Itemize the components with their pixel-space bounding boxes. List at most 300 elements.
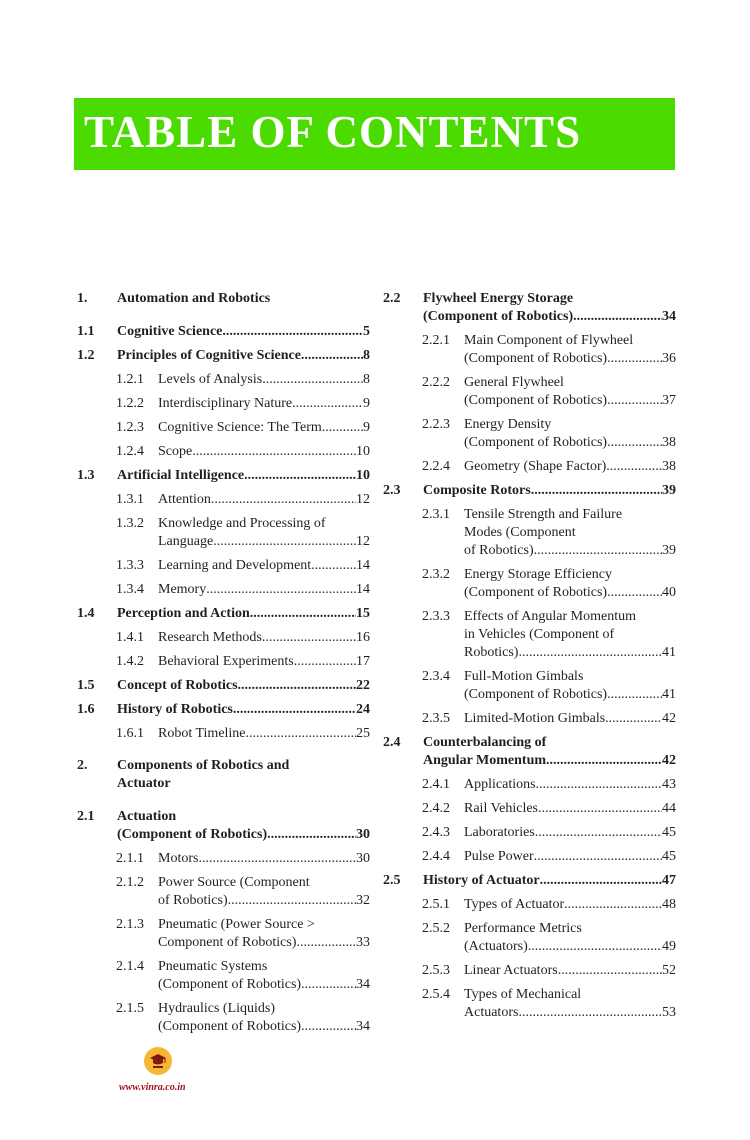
toc-title-line — [158, 371, 370, 389]
toc-title: Artificial Intelligence — [117, 468, 245, 483]
dot-leader — [607, 584, 662, 602]
page-number: 38 — [662, 435, 676, 450]
dot-leader — [301, 347, 363, 365]
page-title: TABLE OF CONTENTS — [84, 107, 582, 157]
toc-number: 1.2.2 — [116, 396, 144, 411]
toc-subsection[interactable] — [77, 850, 370, 868]
toc-section[interactable] — [77, 467, 370, 485]
dot-leader — [250, 605, 356, 623]
toc-number: 1.4 — [77, 606, 95, 621]
toc-subsection[interactable] — [383, 458, 676, 476]
toc-entry-body — [464, 332, 676, 368]
toc-number: 2.1.4 — [116, 959, 144, 974]
toc-title: Laboratories — [464, 825, 535, 840]
page-number: 8 — [363, 372, 370, 387]
toc-section[interactable] — [383, 734, 676, 770]
toc-number: 1.2.3 — [116, 420, 144, 435]
toc-entry-body — [464, 710, 676, 728]
toc-entry-body — [423, 482, 676, 500]
toc-title-line — [464, 986, 676, 1004]
toc-number: 1.4.2 — [116, 654, 144, 669]
toc-title-line — [464, 608, 676, 626]
toc-title-line — [117, 467, 370, 485]
toc-column-left — [77, 290, 370, 1042]
page-number: 10 — [356, 468, 370, 483]
toc-title-line — [464, 800, 676, 818]
toc-title: (Component of Robotics) — [464, 351, 608, 366]
toc-title-line — [158, 629, 370, 647]
toc-title-line — [158, 443, 370, 461]
toc-title-line — [464, 332, 676, 350]
toc-entry-body — [117, 808, 370, 844]
toc-subsection[interactable] — [77, 916, 370, 952]
toc-number: 1.2.1 — [116, 372, 144, 387]
toc-title-line — [158, 533, 370, 551]
toc-subsection[interactable] — [383, 710, 676, 728]
dot-leader — [573, 308, 662, 326]
toc-entry-body — [117, 605, 370, 623]
toc-title-line — [464, 392, 676, 410]
toc-entry-body — [464, 824, 676, 842]
toc-number: 2.3.1 — [422, 507, 450, 522]
page-number: 43 — [662, 777, 676, 792]
toc-title: Language — [158, 534, 214, 549]
toc-title: Perception and Action — [117, 606, 250, 621]
toc-title: Pneumatic Systems — [158, 959, 268, 974]
toc-subsection[interactable] — [383, 962, 676, 980]
toc-title-line — [464, 668, 676, 686]
dot-leader — [535, 824, 662, 842]
toc-section[interactable] — [77, 605, 370, 623]
toc-title-line — [117, 605, 370, 623]
dot-leader — [607, 434, 662, 452]
toc-chapter[interactable] — [77, 757, 370, 793]
toc-number: 2.2.1 — [422, 333, 450, 348]
toc-number: 2.1.2 — [116, 875, 144, 890]
toc-title-line — [158, 976, 370, 994]
toc-title: Automation and Robotics — [117, 291, 271, 306]
toc-title: General Flywheel — [464, 375, 564, 390]
toc-title: (Component of Robotics) — [464, 393, 608, 408]
toc-entry-body — [117, 347, 370, 365]
toc-title: (Component of Robotics) — [464, 435, 608, 450]
toc-entry-body — [158, 371, 370, 389]
toc-entry-body — [117, 323, 370, 341]
toc-number: 1.3.1 — [116, 492, 144, 507]
dot-leader — [534, 542, 662, 560]
toc-entry-body — [423, 872, 676, 890]
toc-title: Attention — [158, 492, 211, 507]
toc-title: Principles of Cognitive Science — [117, 348, 301, 363]
dot-leader — [262, 629, 356, 647]
page-number: 39 — [662, 483, 676, 498]
page-number: 34 — [662, 309, 676, 324]
toc-title-line — [158, 725, 370, 743]
toc-subsection[interactable] — [77, 629, 370, 647]
toc-section[interactable] — [77, 347, 370, 365]
toc-title-line — [464, 458, 676, 476]
toc-title: Knowledge and Processing of — [158, 516, 326, 531]
toc-title-line — [117, 826, 370, 844]
toc-title: (Actuators) — [464, 939, 528, 954]
toc-subsection[interactable] — [383, 608, 676, 662]
toc-entry-body — [464, 506, 676, 560]
toc-title-line — [158, 515, 370, 533]
dot-leader — [238, 677, 356, 695]
toc-title-line — [158, 653, 370, 671]
page-number: 45 — [662, 849, 676, 864]
toc-title-line — [464, 824, 676, 842]
toc-title: Types of Mechanical — [464, 987, 582, 1002]
toc-entry-body — [117, 701, 370, 719]
page-number: 44 — [662, 801, 676, 816]
dot-leader — [222, 323, 363, 341]
toc-title-line — [158, 419, 370, 437]
dot-leader — [540, 872, 662, 890]
toc-title: in Vehicles (Component of — [464, 627, 615, 642]
dot-leader — [528, 938, 662, 956]
toc-number: 2.4.1 — [422, 777, 450, 792]
toc-subsection[interactable] — [77, 1000, 370, 1036]
dot-leader — [518, 644, 662, 662]
toc-subsection[interactable] — [77, 371, 370, 389]
toc-title: Research Methods — [158, 630, 262, 645]
toc-chapter[interactable] — [77, 290, 370, 308]
toc-section[interactable] — [77, 677, 370, 695]
toc-title-line — [158, 395, 370, 413]
page-number: 25 — [356, 726, 370, 741]
toc-title-line — [464, 644, 676, 662]
toc-title: of Robotics) — [158, 893, 228, 908]
toc-entry-body — [423, 290, 676, 326]
dot-leader — [538, 800, 662, 818]
toc-entry-body — [464, 374, 676, 410]
toc-subsection[interactable] — [383, 896, 676, 914]
dot-leader — [534, 848, 662, 866]
toc-title-line — [117, 775, 370, 793]
toc-entry-body — [117, 467, 370, 485]
toc-entry-body — [158, 515, 370, 551]
toc-subsection[interactable] — [383, 920, 676, 956]
page-number: 36 — [662, 351, 676, 366]
toc-number: 1.1 — [77, 324, 95, 339]
page-number: 34 — [356, 977, 370, 992]
toc-subsection[interactable] — [383, 824, 676, 842]
toc-entry-body — [464, 416, 676, 452]
page-number: 32 — [356, 893, 370, 908]
page-number: 9 — [363, 420, 370, 435]
toc-title-line — [464, 776, 676, 794]
toc-column-right — [383, 290, 676, 1028]
toc-number: 1.4.1 — [116, 630, 144, 645]
page-number: 15 — [356, 606, 370, 621]
toc-title-line — [158, 581, 370, 599]
toc-section[interactable] — [77, 808, 370, 844]
toc-title: Hydraulics (Liquids) — [158, 1001, 276, 1016]
toc-title: Modes (Component — [464, 525, 576, 540]
toc-entry-body — [158, 874, 370, 910]
toc-title: Cognitive Science — [117, 324, 223, 339]
toc-title-line — [117, 677, 370, 695]
toc-title-line — [158, 958, 370, 976]
toc-section[interactable] — [77, 323, 370, 341]
toc-title: Motors — [158, 851, 199, 866]
toc-number: 2.5 — [383, 873, 401, 888]
toc-number: 1.6.1 — [116, 726, 144, 741]
dot-leader — [607, 392, 662, 410]
toc-number: 2.2 — [383, 291, 401, 306]
toc-title: Component of Robotics) — [158, 935, 297, 950]
page-number: 5 — [363, 324, 370, 339]
toc-subsection[interactable] — [383, 848, 676, 866]
toc-title: Learning and Development — [158, 558, 312, 573]
toc-title: Limited-Motion Gimbals — [464, 711, 606, 726]
toc-title-line — [117, 323, 370, 341]
toc-number: 2.5.2 — [422, 921, 450, 936]
toc-section[interactable] — [383, 482, 676, 500]
toc-title: Scope — [158, 444, 193, 459]
toc-title: Full-Motion Gimbals — [464, 669, 584, 684]
dot-leader — [531, 482, 662, 500]
toc-number: 2.2.2 — [422, 375, 450, 390]
publisher-url[interactable]: www.vinra.co.in — [119, 1082, 186, 1093]
toc-number: 2.5.4 — [422, 987, 450, 1002]
page-number: 9 — [363, 396, 370, 411]
dot-leader — [233, 701, 356, 719]
toc-subsection[interactable] — [383, 776, 676, 794]
toc-number: 1.3 — [77, 468, 95, 483]
toc-number: 2.4.2 — [422, 801, 450, 816]
toc-title: Memory — [158, 582, 207, 597]
toc-entry-body — [464, 896, 676, 914]
page-number: 40 — [662, 585, 676, 600]
page-number: 41 — [662, 687, 676, 702]
toc-number: 2.5.1 — [422, 897, 450, 912]
toc-title: (Component of Robotics) — [117, 827, 268, 842]
toc-title-line — [158, 557, 370, 575]
toc-entry-body — [158, 395, 370, 413]
toc-subsection[interactable] — [77, 515, 370, 551]
dot-leader — [262, 371, 363, 389]
toc-title: Actuation — [117, 809, 177, 824]
toc-subsection[interactable] — [77, 419, 370, 437]
toc-title: (Component of Robotics) — [464, 687, 608, 702]
toc-number: 2.3 — [383, 483, 401, 498]
toc-title-line — [464, 962, 676, 980]
toc-title-line — [158, 934, 370, 952]
dot-leader — [246, 725, 356, 743]
title-banner — [74, 98, 675, 170]
toc-title: Main Component of Flywheel — [464, 333, 634, 348]
toc-entry-body — [158, 581, 370, 599]
toc-entry-body — [464, 776, 676, 794]
toc-title-line — [423, 308, 676, 326]
toc-number: 2.1 — [77, 809, 95, 824]
toc-number: 2.4.4 — [422, 849, 450, 864]
toc-title-line — [464, 350, 676, 368]
toc-title-line — [464, 434, 676, 452]
toc-entry-body — [158, 629, 370, 647]
dot-leader — [546, 752, 662, 770]
toc-entry-body — [158, 443, 370, 461]
page-number: 8 — [363, 348, 370, 363]
dot-leader — [536, 776, 662, 794]
toc-title: (Component of Robotics) — [158, 977, 302, 992]
toc-title: Linear Actuators — [464, 963, 558, 978]
toc-subsection[interactable] — [77, 443, 370, 461]
toc-section[interactable] — [383, 290, 676, 326]
dot-leader — [518, 1004, 662, 1022]
toc-title: Types of Actuator — [464, 897, 565, 912]
toc-title: Energy Density — [464, 417, 552, 432]
toc-entry-body — [158, 557, 370, 575]
page-number: 38 — [662, 459, 676, 474]
toc-title: Robotics) — [464, 645, 519, 660]
toc-entry-body — [158, 1000, 370, 1036]
toc-section[interactable] — [77, 701, 370, 719]
toc-number: 1.2.4 — [116, 444, 144, 459]
page-number: 37 — [662, 393, 676, 408]
toc-title-line — [464, 848, 676, 866]
toc-subsection[interactable] — [383, 986, 676, 1022]
toc-entry-body — [158, 958, 370, 994]
dot-leader — [301, 976, 356, 994]
toc-title: (Component of Robotics) — [464, 585, 608, 600]
toc-title: Cognitive Science: The Term — [158, 420, 322, 435]
toc-subsection[interactable] — [383, 332, 676, 368]
toc-subsection[interactable] — [77, 581, 370, 599]
toc-entry-body — [117, 757, 370, 793]
page-number: 53 — [662, 1005, 676, 1020]
page-number: 42 — [662, 753, 676, 768]
toc-title-line — [464, 626, 676, 644]
page-number: 49 — [662, 939, 676, 954]
toc-number: 2.2.3 — [422, 417, 450, 432]
toc-title: Robot Timeline — [158, 726, 246, 741]
toc-title: (Component of Robotics) — [423, 309, 574, 324]
toc-title-line — [464, 920, 676, 938]
toc-title: Performance Metrics — [464, 921, 582, 936]
dot-leader — [301, 1018, 356, 1036]
toc-title-line — [158, 491, 370, 509]
toc-subsection[interactable] — [77, 874, 370, 910]
toc-number: 2.3.3 — [422, 609, 450, 624]
toc-number: 2. — [77, 758, 88, 773]
toc-title-line — [464, 506, 676, 524]
toc-title: Composite Rotors — [423, 483, 531, 498]
toc-subsection[interactable] — [77, 653, 370, 671]
toc-title-line — [464, 686, 676, 704]
toc-subsection[interactable] — [77, 395, 370, 413]
toc-number: 2.1.1 — [116, 851, 144, 866]
graduation-cap-icon — [144, 1047, 172, 1075]
toc-title: Actuators — [464, 1005, 519, 1020]
toc-title-line — [158, 1018, 370, 1036]
toc-entry-body — [158, 419, 370, 437]
toc-subsection[interactable] — [383, 800, 676, 818]
toc-entry-body — [464, 608, 676, 662]
toc-entry-body — [423, 734, 676, 770]
dot-leader — [292, 395, 363, 413]
toc-title: Behavioral Experiments — [158, 654, 294, 669]
toc-entry-body — [158, 491, 370, 509]
dot-leader — [296, 934, 356, 952]
dot-leader — [192, 443, 356, 461]
toc-title: Flywheel Energy Storage — [423, 291, 574, 306]
toc-title: (Component of Robotics) — [158, 1019, 302, 1034]
toc-title: Power Source (Component — [158, 875, 310, 890]
toc-number: 1.3.4 — [116, 582, 144, 597]
toc-title-line — [117, 701, 370, 719]
toc-subsection[interactable] — [383, 506, 676, 560]
page-number: 12 — [356, 534, 370, 549]
toc-title: Rail Vehicles — [464, 801, 539, 816]
toc-title: Geometry (Shape Factor) — [464, 459, 607, 474]
page-number: 30 — [356, 851, 370, 866]
toc-title: Levels of Analysis — [158, 372, 263, 387]
toc-title-line — [464, 542, 676, 560]
toc-title-line — [464, 710, 676, 728]
toc-subsection[interactable] — [77, 958, 370, 994]
toc-title-line — [464, 584, 676, 602]
page-number: 42 — [662, 711, 676, 726]
toc-title-line — [464, 416, 676, 434]
toc-title-line — [423, 482, 676, 500]
toc-number: 2.4 — [383, 735, 401, 750]
toc-number: 2.3.2 — [422, 567, 450, 582]
toc-entry-body — [158, 850, 370, 868]
toc-title-line — [117, 808, 370, 826]
dot-leader — [605, 710, 662, 728]
toc-entry-body — [464, 458, 676, 476]
page-number: 14 — [356, 582, 370, 597]
toc-subsection[interactable] — [383, 566, 676, 602]
toc-title-line — [158, 874, 370, 892]
dot-leader — [607, 350, 662, 368]
toc-subsection[interactable] — [77, 725, 370, 743]
dot-leader — [564, 896, 662, 914]
toc-subsection[interactable] — [77, 491, 370, 509]
toc-title: History of Robotics — [117, 702, 233, 717]
page-number: 10 — [356, 444, 370, 459]
toc-section[interactable] — [383, 872, 676, 890]
toc-title-line — [464, 938, 676, 956]
toc-subsection[interactable] — [383, 416, 676, 452]
toc-title: Pulse Power — [464, 849, 534, 864]
toc-number: 2.1.5 — [116, 1001, 144, 1016]
dot-leader — [198, 850, 356, 868]
page-number: 52 — [662, 963, 676, 978]
toc-title-line — [464, 374, 676, 392]
toc-subsection[interactable] — [77, 557, 370, 575]
dot-leader — [213, 533, 356, 551]
page-number: 22 — [356, 678, 370, 693]
toc-title: Actuator — [117, 776, 171, 791]
toc-title: Pneumatic (Power Source > — [158, 917, 315, 932]
toc-number: 2.4.3 — [422, 825, 450, 840]
dot-leader — [244, 467, 356, 485]
dot-leader — [267, 826, 356, 844]
toc-title: Tensile Strength and Failure — [464, 507, 623, 522]
toc-subsection[interactable] — [383, 374, 676, 410]
toc-title-line — [158, 892, 370, 910]
page-number: 24 — [356, 702, 370, 717]
toc-subsection[interactable] — [383, 668, 676, 704]
toc-number: 2.3.4 — [422, 669, 450, 684]
toc-number: 2.3.5 — [422, 711, 450, 726]
page-number: 45 — [662, 825, 676, 840]
toc-title-line — [117, 347, 370, 365]
